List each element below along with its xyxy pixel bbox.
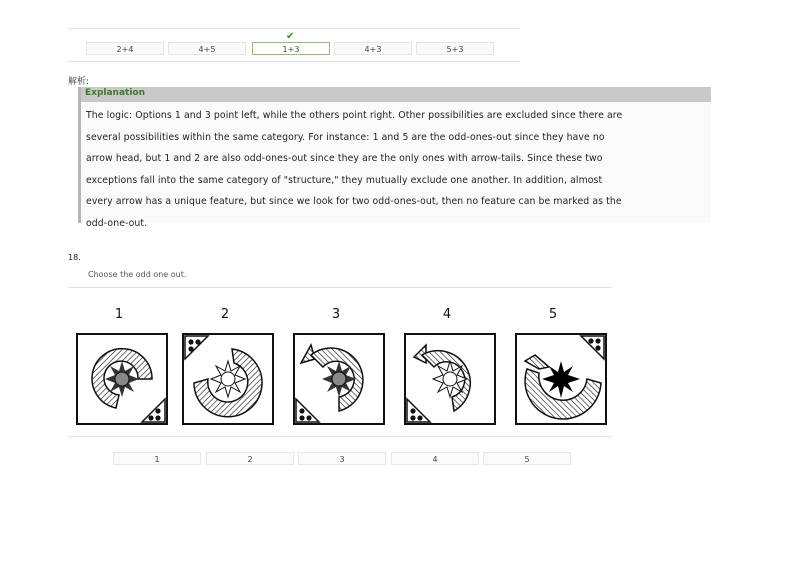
figure-3 xyxy=(293,333,385,425)
top-options-bottom-divider xyxy=(68,61,520,62)
answer-option-4[interactable]: 4 xyxy=(391,452,479,465)
top-divider xyxy=(68,28,520,29)
explanation-header xyxy=(81,87,711,102)
explanation-line: several possibilities within the same category. For instance: 1 and 5 are the odd-ones-out since they have no xyxy=(86,131,605,143)
figure-4 xyxy=(404,333,496,425)
figure-label-1: 1 xyxy=(114,307,124,322)
explanation-box xyxy=(78,87,711,229)
question-top-divider xyxy=(68,287,612,288)
answer-option-2[interactable]: 2 xyxy=(206,452,294,465)
figures-bottom-divider xyxy=(68,436,612,437)
explanation-title: Explanation xyxy=(85,88,146,98)
question-prompt: Choose the odd one out. xyxy=(88,270,187,279)
top-option-2[interactable]: 4+5 xyxy=(168,42,246,55)
explanation-line: arrow head, but 1 and 2 are also odd-ones-out since they are the only ones with arrow-tails. Since these two xyxy=(86,153,603,164)
figure-1 xyxy=(76,333,168,425)
explanation-line: every arrow has a unique feature, but since we look for two odd-ones-out, then no feature can be marked as the xyxy=(86,196,622,207)
top-option-1[interactable]: 2+4 xyxy=(86,42,164,55)
figure-label-5: 5 xyxy=(548,307,558,322)
explanation-line: odd-one-out. xyxy=(86,217,148,229)
correct-check-icon: ✔ xyxy=(286,31,295,42)
explanation-text xyxy=(86,105,706,234)
top-option-3[interactable]: 1+3 xyxy=(252,42,330,55)
figure-5 xyxy=(515,333,607,425)
top-option-5[interactable]: 5+3 xyxy=(416,42,494,55)
figure-label-3: 3 xyxy=(331,307,341,322)
explanation-header-bar xyxy=(153,87,711,102)
answer-option-1[interactable]: 1 xyxy=(113,452,201,465)
explanation-line: The logic: Options 1 and 3 point left, while the others point right. Other possibilities are excluded since there are xyxy=(86,110,623,121)
answer-option-3[interactable]: 3 xyxy=(298,452,386,465)
explanation-line: exceptions fall into the same category of "structure," they mutually exclude one another. In addition, almost xyxy=(86,174,603,186)
question-number: 18. xyxy=(68,253,81,262)
top-option-4[interactable]: 4+3 xyxy=(334,42,412,55)
analysis-label: 解析: xyxy=(68,77,90,87)
figure-label-2: 2 xyxy=(220,307,230,322)
figure-label-4: 4 xyxy=(442,307,452,322)
answer-option-5[interactable]: 5 xyxy=(483,452,571,465)
figure-2 xyxy=(182,333,274,425)
